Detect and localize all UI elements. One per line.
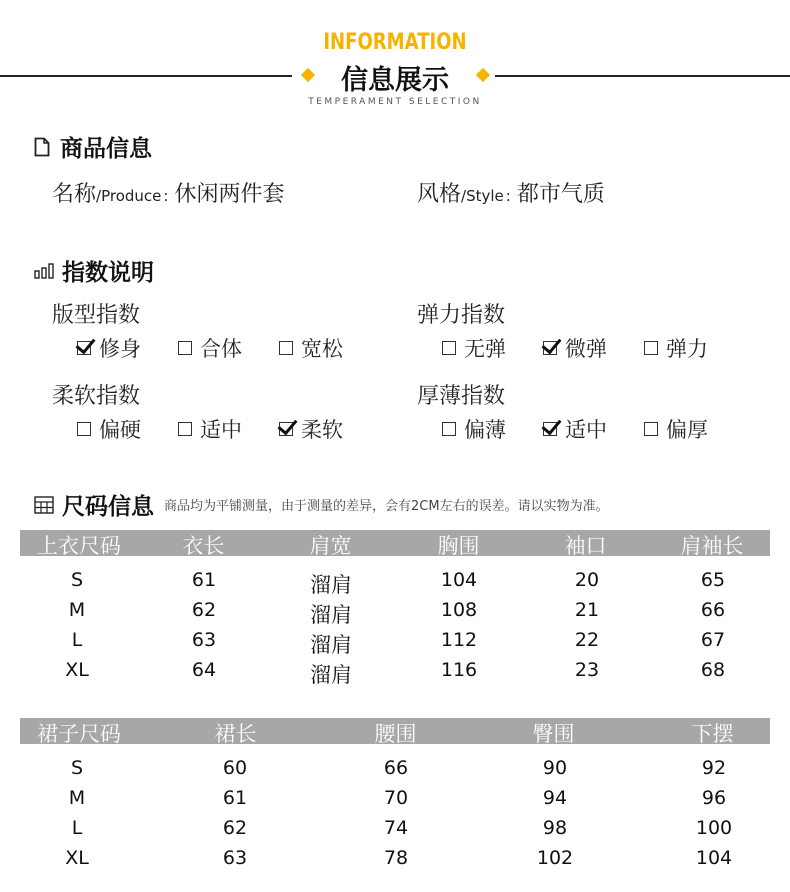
table-row — [20, 569, 770, 599]
header-subtitle: TEMPERAMENT SELECTION — [308, 97, 482, 107]
table-cell: 23 — [574, 659, 600, 681]
document-icon — [34, 137, 50, 157]
table-row — [20, 787, 770, 817]
product-section-title: 商品信息 — [60, 136, 152, 162]
table-cell: 70 — [383, 787, 409, 809]
table-cell: L — [71, 817, 83, 839]
option-label: 无弹 — [464, 337, 506, 361]
style-label: 风格 — [417, 182, 462, 207]
checkbox-checked-icon[interactable] — [279, 422, 293, 436]
checkbox-icon[interactable] — [644, 341, 658, 355]
option-item[interactable] — [644, 414, 708, 444]
skirt-table-header — [20, 718, 770, 744]
style-value: 都市气质 — [516, 182, 605, 207]
index-section-title: 指数说明 — [62, 260, 154, 286]
table-row — [20, 757, 770, 787]
option-label: 偏硬 — [99, 418, 141, 442]
name-colon: : — [163, 187, 169, 205]
option-item[interactable] — [543, 414, 607, 444]
table-cell: 溜肩 — [310, 573, 352, 597]
option-label: 偏厚 — [666, 418, 708, 442]
table-cell: 68 — [700, 659, 726, 681]
checkbox-icon[interactable] — [644, 422, 658, 436]
option-item[interactable] — [77, 414, 141, 444]
table-cell: 61 — [191, 569, 217, 591]
option-item[interactable] — [442, 333, 506, 363]
option-label: 微弹 — [565, 337, 607, 361]
table-cell: 溜肩 — [310, 603, 352, 627]
option-item[interactable] — [77, 333, 141, 363]
table-cell: 116 — [440, 659, 478, 681]
option-label: 合体 — [200, 337, 242, 361]
header-cell: 肩宽 — [309, 534, 352, 558]
product-style-row — [417, 177, 605, 208]
header-cell: 衣长 — [182, 534, 225, 558]
table-cell: 22 — [574, 629, 600, 651]
index-group-title: 版型指数 — [52, 303, 141, 328]
option-label: 适中 — [200, 418, 242, 442]
table-row — [20, 629, 770, 659]
header-right-line — [495, 75, 790, 77]
style-colon: : — [505, 187, 511, 205]
index-group-title: 厚薄指数 — [417, 384, 506, 409]
checkbox-icon[interactable] — [77, 422, 91, 436]
option-label: 适中 — [565, 418, 607, 442]
option-label: 宽松 — [301, 337, 343, 361]
table-cell: 60 — [222, 757, 248, 779]
table-cell: S — [70, 757, 84, 779]
table-cell: 63 — [222, 847, 248, 869]
table-cell: 96 — [701, 787, 727, 809]
name-label: 名称 — [52, 182, 97, 207]
table-cell: 92 — [701, 757, 727, 779]
table-cell: 94 — [542, 787, 568, 809]
table-cell: XL — [65, 847, 89, 869]
table-cell: 90 — [542, 757, 568, 779]
name-label-en: /Produce — [96, 187, 162, 205]
size-section-title: 尺码信息 — [62, 494, 154, 520]
header-cell: 肩袖长 — [680, 534, 744, 558]
header-cell: 裙长 — [214, 722, 257, 746]
option-label: 柔软 — [301, 418, 343, 442]
table-row — [20, 847, 770, 877]
table-cell: 溜肩 — [310, 663, 352, 687]
option-item[interactable] — [279, 414, 343, 444]
table-cell: 溜肩 — [310, 633, 352, 657]
index-group-title: 弹力指数 — [417, 303, 506, 328]
header-title-en: INFORMATION — [323, 30, 467, 55]
option-label: 修身 — [99, 337, 141, 361]
header-title-cn: 信息展示 — [341, 65, 449, 96]
checkbox-icon[interactable] — [279, 341, 293, 355]
table-cell: 104 — [695, 847, 733, 869]
checkbox-checked-icon[interactable] — [543, 422, 557, 436]
table-cell: 74 — [383, 817, 409, 839]
table-row — [20, 599, 770, 629]
table-cell: 61 — [222, 787, 248, 809]
index-group-title: 柔软指数 — [52, 384, 141, 409]
option-item[interactable] — [644, 333, 708, 363]
product-name-row — [52, 177, 284, 208]
index-section-header — [34, 254, 154, 287]
header-cell: 下摆 — [691, 722, 734, 746]
table-cell: 100 — [695, 817, 733, 839]
checkbox-icon[interactable] — [442, 341, 456, 355]
table-cell: 65 — [700, 569, 726, 591]
checkbox-icon[interactable] — [178, 422, 192, 436]
table-cell: 67 — [700, 629, 726, 651]
table-cell: 98 — [542, 817, 568, 839]
option-item[interactable] — [279, 333, 343, 363]
table-cell: L — [71, 629, 83, 651]
option-label: 偏薄 — [464, 418, 506, 442]
table-cell: XL — [65, 659, 89, 681]
table-cell: 62 — [191, 599, 217, 621]
option-label: 弹力 — [666, 337, 708, 361]
header-cell: 腰围 — [374, 722, 417, 746]
table-row — [20, 817, 770, 847]
table-cell: 62 — [222, 817, 248, 839]
header-cell: 上衣尺码 — [37, 534, 121, 558]
bar-chart-icon — [34, 263, 54, 279]
checkbox-icon[interactable] — [178, 341, 192, 355]
header-cell: 臀围 — [532, 722, 575, 746]
checkbox-checked-icon[interactable] — [77, 341, 91, 355]
table-cell: 20 — [574, 569, 600, 591]
option-item[interactable] — [178, 414, 242, 444]
table-cell: 64 — [191, 659, 217, 681]
product-section-header — [34, 130, 152, 163]
table-cell: S — [70, 569, 84, 591]
option-item[interactable] — [442, 414, 506, 444]
table-cell: 66 — [383, 757, 409, 779]
table-cell: M — [68, 599, 86, 621]
header-cell: 裙子尺码 — [37, 722, 121, 746]
name-value: 休闲两件套 — [174, 182, 285, 207]
table-cell: 112 — [440, 629, 478, 651]
header-cell: 袖口 — [564, 534, 607, 558]
table-cell: 78 — [383, 847, 409, 869]
size-note: 商品均为平铺测量，由于测量的差异，会有2CM左右的误差。请以实物为准。 — [164, 499, 609, 514]
checkbox-checked-icon[interactable] — [543, 341, 557, 355]
table-icon — [34, 496, 54, 514]
table-cell: 63 — [191, 629, 217, 651]
checkbox-icon[interactable] — [442, 422, 456, 436]
header-cell: 胸围 — [437, 534, 480, 558]
table-cell: 66 — [700, 599, 726, 621]
table-cell: 108 — [440, 599, 478, 621]
style-label-en: /Style — [461, 187, 504, 205]
table-cell: M — [68, 787, 86, 809]
size-section-header — [34, 488, 609, 521]
table-cell: 102 — [536, 847, 574, 869]
table-row — [20, 659, 770, 689]
option-item[interactable] — [543, 333, 607, 363]
table-cell: 21 — [574, 599, 600, 621]
option-item[interactable] — [178, 333, 242, 363]
top-table-header — [20, 530, 770, 556]
table-cell: 104 — [440, 569, 478, 591]
